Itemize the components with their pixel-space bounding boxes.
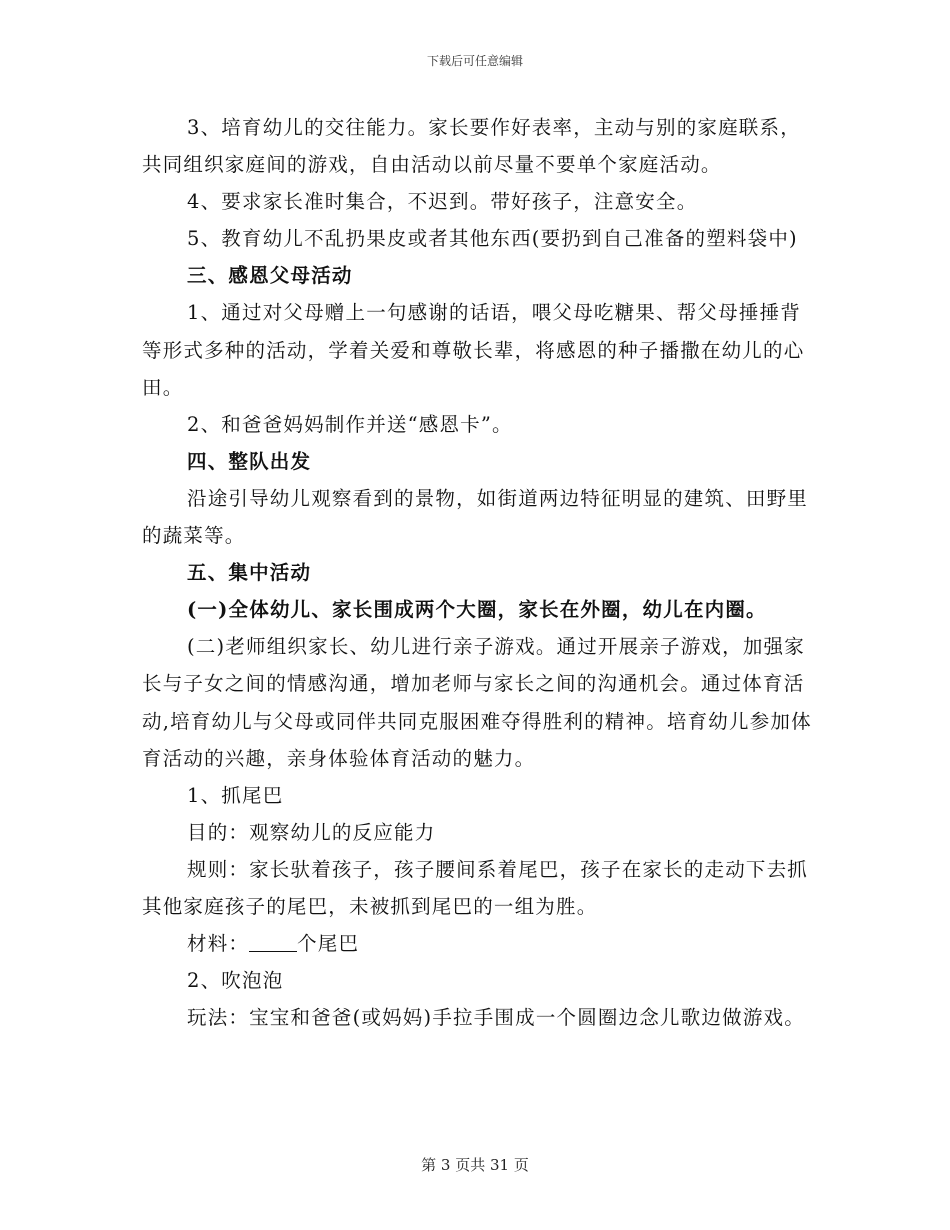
- page-footer: 第 3 页共 31 页: [421, 1156, 529, 1174]
- materials-suffix: 个尾巴: [297, 932, 360, 956]
- paragraph-gratitude-1: 1、通过对父母赠上一句感谢的话语，喂父母吃糖果、帮父母捶捶背等形式多种的活动，学着关爱和尊敬长辈，将感恩的种子播撒在幼儿的心田。: [142, 301, 805, 399]
- paragraph-activity-1: (一)全体幼儿、家长围成两个大圈，家长在外圈，幼儿在内圈。: [187, 598, 767, 622]
- paragraph-gratitude-2: 2、和爸爸妈妈制作并送“感恩卡”。: [187, 412, 513, 436]
- materials-blank: [249, 931, 297, 952]
- game-title-bubbles: 2、吹泡泡: [187, 969, 284, 993]
- section-heading-5: 五、集中活动: [187, 561, 312, 585]
- game-rules: 规则：家长驮着孩子，孩子腰间系着尾巴，孩子在家长的走动下去抓其他家庭孩子的尾巴，未被抓到尾巴的一组为胜。: [142, 857, 809, 918]
- game-play: 玩法：宝宝和爸爸(或妈妈)手拉手围成一个圆圈边念儿歌边做游戏。: [187, 1006, 805, 1030]
- game-title-tail: 1、抓尾巴: [187, 783, 284, 807]
- paragraph-item-5: 5、教育幼儿不乱扔果皮或者其他东西(要扔到自己准备的塑料袋中): [187, 227, 798, 251]
- paragraph-departure: 沿途引导幼儿观察看到的景物，如街道两边特征明显的建筑、田野里的蔬菜等。: [142, 486, 809, 548]
- game-materials: [142, 925, 812, 962]
- document-body: [142, 109, 812, 1036]
- materials-label: 材料：: [187, 932, 250, 956]
- paragraph-item-3: 3、培育幼儿的交往能力。家长要作好表率，主动与别的家庭联系，共同组织家庭间的游戏，自由活动以前尽量不要单个家庭活动。: [142, 116, 801, 177]
- page-header: 下载后可任意编辑: [426, 54, 523, 68]
- section-heading-3: 三、感恩父母活动: [187, 264, 353, 288]
- paragraph-activity-2: (二)老师组织家长、幼儿进行亲子游戏。通过开展亲子游戏，加强家长与子女之间的情感沟通，增加老师与家长之间的沟通机会。通过体育活动,培育幼儿与父母或同伴共同克服困难夺得胜利的精神。培育幼儿参加体育活动的兴趣，亲身体验体育活动的魅力。: [142, 635, 812, 770]
- paragraph-item-4: 4、要求家长准时集合，不迟到。带好孩子，注意安全。: [187, 190, 698, 214]
- section-heading-4: 四、整队出发: [187, 449, 312, 473]
- game-purpose: 目的：观察幼儿的反应能力: [187, 820, 436, 844]
